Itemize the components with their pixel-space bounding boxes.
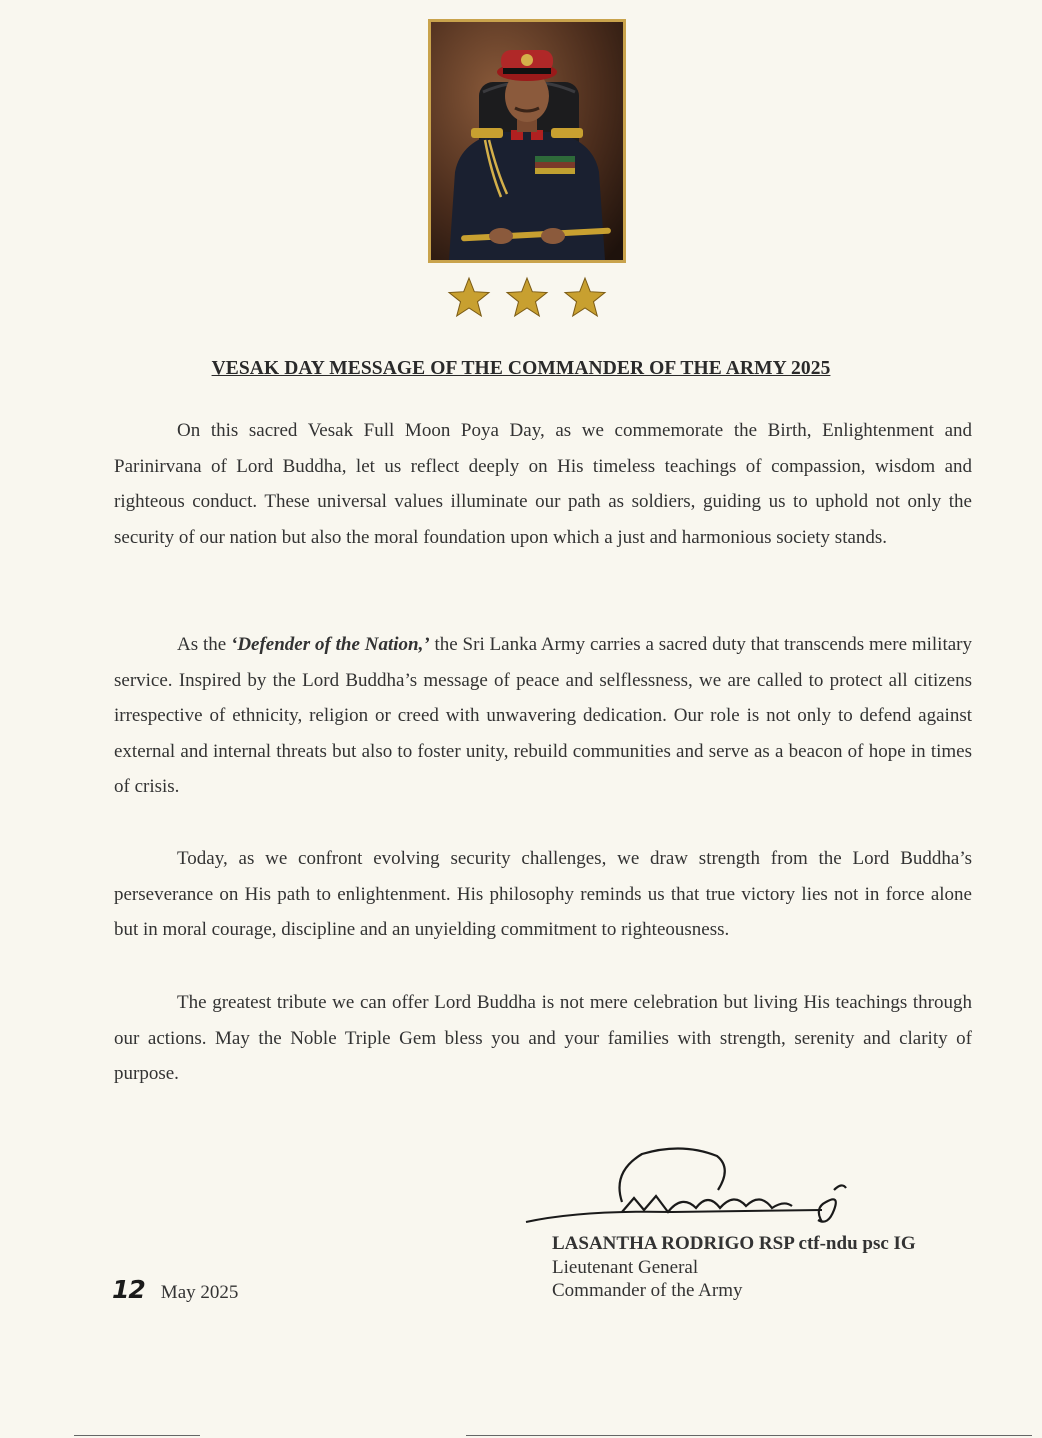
defender-of-the-nation-phrase: ‘Defender of the Nation,’ — [231, 634, 430, 655]
date-day-handwritten: 12 — [112, 1275, 145, 1304]
handwritten-signature — [522, 1142, 852, 1234]
paragraph-1: On this sacred Vesak Full Moon Poya Day, as we commemorate the Birth, Enlightenment and Parinirvana of Lord Buddha, let us reflect deeply on His timeless teachings of compassion, wisdom and righteous conduct. These universal values illuminate our path as soldiers, guiding us to uphold not only the security of our nation but also the moral foundation upon which a just and harmonious society stands. — [114, 420, 972, 548]
signature-block — [552, 1232, 916, 1303]
letter-date — [112, 1275, 238, 1304]
date-month-year: May 2025 — [160, 1282, 239, 1303]
paragraph-4: The greatest tribute we can offer Lord Buddha is not mere celebration but living His teachings through our actions. May the Noble Triple Gem bless you and your families with strength, serenity and clarity of purpose. — [114, 992, 972, 1084]
signer-position: Commander of the Army — [552, 1280, 743, 1301]
signer-rank: Lieutenant General — [552, 1256, 699, 1278]
paragraph-3: Today, as we confront evolving security challenges, we draw strength from the Lord Buddha’s perseverance on His path to enlightenment. His philosophy reminds us that true victory lies not in force alone but in moral courage, discipline and an unyielding commitment to righteousness. — [114, 848, 972, 940]
rank-stars — [444, 276, 610, 320]
paragraph-2 — [114, 627, 972, 805]
star-icon — [565, 278, 605, 316]
paragraph-2-body: the Sri Lanka Army carries a sacred duty that transcends mere military service. Inspired by the Lord Buddha’s message of peace and selflessness, we are called to protect all citizens irrespective of ethnicity, religion or creed with unwavering dedication. Our role is not only to defend against external and internal threats but also to foster unity, rebuild communities and serve as a beacon of hope in times of crisis. — [114, 634, 972, 797]
paragraph-2-intro: As the — [177, 634, 231, 655]
footer-rule-right — [466, 1435, 1032, 1436]
star-icon — [449, 278, 489, 316]
page-title: VESAK DAY MESSAGE OF THE COMMANDER OF THE ARMY 2025 — [211, 358, 831, 379]
star-icon — [507, 278, 547, 316]
signer-name: LASANTHA RODRIGO RSP ctf-ndu psc IG — [552, 1233, 916, 1254]
commander-portrait — [428, 19, 626, 263]
footer-rule-left — [74, 1435, 200, 1436]
